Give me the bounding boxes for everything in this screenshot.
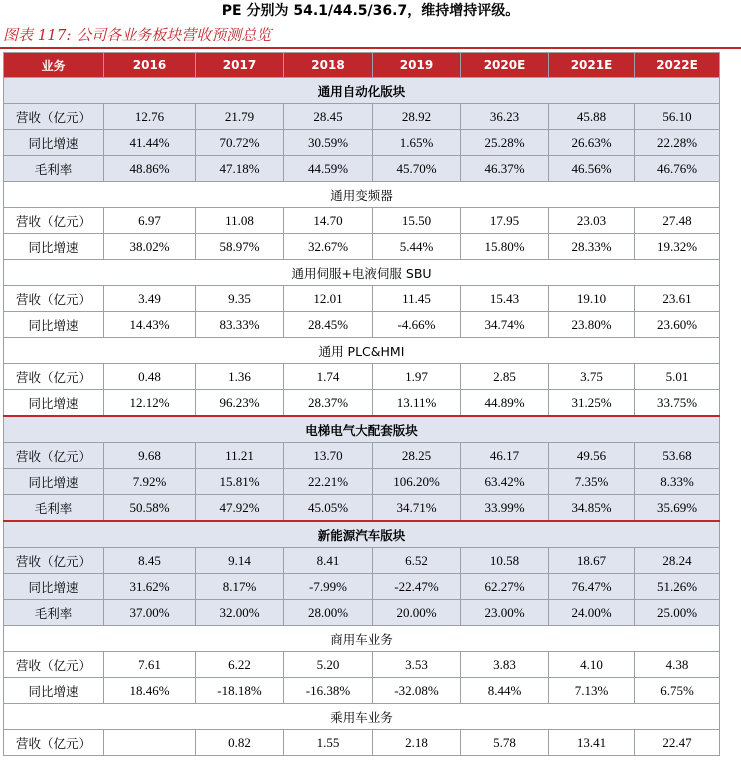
table-cell: 2.85 xyxy=(461,364,549,390)
section-title: 新能源汽车版块 xyxy=(4,521,720,548)
table-cell: 23.03 xyxy=(549,208,635,234)
table-cell: 28.37% xyxy=(284,390,373,417)
table-cell: 33.75% xyxy=(635,390,720,417)
table-cell: 11.45 xyxy=(373,286,461,312)
table-cell: 44.59% xyxy=(284,156,373,182)
table-cell: 19.32% xyxy=(635,234,720,260)
row-label: 同比增速 xyxy=(4,312,104,338)
table-row xyxy=(4,495,720,522)
table-cell: 1.36 xyxy=(196,364,284,390)
table-row xyxy=(4,730,720,756)
table-cell: 1.97 xyxy=(373,364,461,390)
table-cell: 44.89% xyxy=(461,390,549,417)
table-cell: 49.56 xyxy=(549,443,635,469)
column-header: 业务 xyxy=(4,53,104,78)
table-cell: 17.95 xyxy=(461,208,549,234)
column-header: 2020E xyxy=(461,53,549,78)
table-cell: 25.28% xyxy=(461,130,549,156)
table-cell: 8.45 xyxy=(104,548,196,574)
table-cell: 56.10 xyxy=(635,104,720,130)
table-cell: 5.01 xyxy=(635,364,720,390)
table-cell: 38.02% xyxy=(104,234,196,260)
table-row xyxy=(4,469,720,495)
section-title: 通用伺服+电液伺服 SBU xyxy=(4,260,720,286)
table-cell: 20.00% xyxy=(373,600,461,626)
section-title: 通用自动化版块 xyxy=(4,78,720,104)
table-cell: 13.11% xyxy=(373,390,461,417)
table-cell: 22.21% xyxy=(284,469,373,495)
table-cell: 7.13% xyxy=(549,678,635,704)
figure-title: 图表 117: 公司各业务板块营收预测总览 xyxy=(3,26,272,44)
table-cell: 8.33% xyxy=(635,469,720,495)
table-cell: 0.48 xyxy=(104,364,196,390)
table-cell: 21.79 xyxy=(196,104,284,130)
table-cell: 46.17 xyxy=(461,443,549,469)
table-cell: 70.72% xyxy=(196,130,284,156)
table-row xyxy=(4,234,720,260)
row-label: 毛利率 xyxy=(4,600,104,626)
table-cell: 18.67 xyxy=(549,548,635,574)
table-row xyxy=(4,130,720,156)
table-row xyxy=(4,390,720,417)
table-cell: 106.20% xyxy=(373,469,461,495)
section-header-row xyxy=(4,626,720,652)
table-cell: 11.21 xyxy=(196,443,284,469)
table-cell: 23.61 xyxy=(635,286,720,312)
table-cell: 14.43% xyxy=(104,312,196,338)
table-cell: 7.92% xyxy=(104,469,196,495)
column-header: 2016 xyxy=(104,53,196,78)
table-cell: 26.63% xyxy=(549,130,635,156)
table-cell: 53.68 xyxy=(635,443,720,469)
header-line: PE 分别为 54.1/44.5/36.7，维持增持评级。 xyxy=(221,3,520,19)
row-label: 营收（亿元） xyxy=(4,286,104,312)
table-row xyxy=(4,443,720,469)
table-cell: 4.38 xyxy=(635,652,720,678)
table-cell: 34.85% xyxy=(549,495,635,522)
table-cell: -18.18% xyxy=(196,678,284,704)
table-cell: -4.66% xyxy=(373,312,461,338)
table-cell: -22.47% xyxy=(373,574,461,600)
table-cell: 24.00% xyxy=(549,600,635,626)
table-cell: 15.80% xyxy=(461,234,549,260)
column-header: 2021E xyxy=(549,53,635,78)
table-cell: 8.44% xyxy=(461,678,549,704)
table-cell: 30.59% xyxy=(284,130,373,156)
table-cell: 35.69% xyxy=(635,495,720,522)
table-cell: 4.10 xyxy=(549,652,635,678)
section-header-row xyxy=(4,416,720,443)
table-cell: 5.20 xyxy=(284,652,373,678)
table-cell: 96.23% xyxy=(196,390,284,417)
table-cell: 37.00% xyxy=(104,600,196,626)
table-cell: 1.65% xyxy=(373,130,461,156)
row-label: 同比增速 xyxy=(4,234,104,260)
table-cell: 23.60% xyxy=(635,312,720,338)
table-cell: 19.10 xyxy=(549,286,635,312)
row-label: 同比增速 xyxy=(4,574,104,600)
table-row xyxy=(4,208,720,234)
table-cell: 46.56% xyxy=(549,156,635,182)
table-body xyxy=(4,78,720,756)
table-row xyxy=(4,104,720,130)
table-cell: -32.08% xyxy=(373,678,461,704)
table-cell: 3.75 xyxy=(549,364,635,390)
table-cell: 62.27% xyxy=(461,574,549,600)
table-cell: 6.22 xyxy=(196,652,284,678)
table-cell: 28.92 xyxy=(373,104,461,130)
table-cell: 27.48 xyxy=(635,208,720,234)
table-cell: 23.80% xyxy=(549,312,635,338)
section-title: 乘用车业务 xyxy=(4,704,720,730)
row-label: 营收（亿元） xyxy=(4,364,104,390)
table-cell: 23.00% xyxy=(461,600,549,626)
table-cell: 32.67% xyxy=(284,234,373,260)
row-label: 同比增速 xyxy=(4,678,104,704)
section-title: 通用 PLC&HMI xyxy=(4,338,720,364)
table-cell: 31.25% xyxy=(549,390,635,417)
table-cell: 28.00% xyxy=(284,600,373,626)
table-header-row xyxy=(4,53,720,78)
table-cell: 5.78 xyxy=(461,730,549,756)
section-title: 商用车业务 xyxy=(4,626,720,652)
table-cell: 41.44% xyxy=(104,130,196,156)
table-cell: 1.74 xyxy=(284,364,373,390)
table-cell: 45.70% xyxy=(373,156,461,182)
table-cell: 32.00% xyxy=(196,600,284,626)
row-label: 毛利率 xyxy=(4,495,104,522)
table-cell: 45.05% xyxy=(284,495,373,522)
table-cell: 28.33% xyxy=(549,234,635,260)
table-cell: 3.49 xyxy=(104,286,196,312)
table-cell: 14.70 xyxy=(284,208,373,234)
table-cell: 3.53 xyxy=(373,652,461,678)
table-cell: 13.41 xyxy=(549,730,635,756)
table-cell: 76.47% xyxy=(549,574,635,600)
section-title: 电梯电气大配套版块 xyxy=(4,416,720,443)
table-cell: -7.99% xyxy=(284,574,373,600)
table-cell: 8.41 xyxy=(284,548,373,574)
table-cell: 13.70 xyxy=(284,443,373,469)
section-header-row xyxy=(4,260,720,286)
table-cell: 34.74% xyxy=(461,312,549,338)
table-cell: 6.97 xyxy=(104,208,196,234)
row-label: 营收（亿元） xyxy=(4,104,104,130)
section-header-row xyxy=(4,704,720,730)
table-cell: 12.76 xyxy=(104,104,196,130)
table-cell: 1.55 xyxy=(284,730,373,756)
table-cell: 22.28% xyxy=(635,130,720,156)
table-cell: 47.92% xyxy=(196,495,284,522)
table-cell: 12.12% xyxy=(104,390,196,417)
table-cell: -16.38% xyxy=(284,678,373,704)
table-cell: 46.37% xyxy=(461,156,549,182)
table-cell: 25.00% xyxy=(635,600,720,626)
table-cell: 15.50 xyxy=(373,208,461,234)
table-cell: 31.62% xyxy=(104,574,196,600)
column-header: 2019 xyxy=(373,53,461,78)
table-cell: 18.46% xyxy=(104,678,196,704)
table-cell: 2.18 xyxy=(373,730,461,756)
row-label: 营收（亿元） xyxy=(4,652,104,678)
table-cell: 50.58% xyxy=(104,495,196,522)
table-cell: 28.45% xyxy=(284,312,373,338)
table-row xyxy=(4,678,720,704)
table-row xyxy=(4,548,720,574)
table-cell: 47.18% xyxy=(196,156,284,182)
table-row xyxy=(4,312,720,338)
table-cell: 3.83 xyxy=(461,652,549,678)
section-header-row xyxy=(4,521,720,548)
table-cell: 28.25 xyxy=(373,443,461,469)
column-header: 2018 xyxy=(284,53,373,78)
table-row xyxy=(4,574,720,600)
table-cell: 83.33% xyxy=(196,312,284,338)
table-cell: 11.08 xyxy=(196,208,284,234)
table-cell: 9.68 xyxy=(104,443,196,469)
table-row xyxy=(4,286,720,312)
table-cell: 36.23 xyxy=(461,104,549,130)
table-cell: 48.86% xyxy=(104,156,196,182)
table-cell: 28.45 xyxy=(284,104,373,130)
row-label: 同比增速 xyxy=(4,130,104,156)
table-cell: 15.81% xyxy=(196,469,284,495)
table-row xyxy=(4,156,720,182)
table-cell: 34.71% xyxy=(373,495,461,522)
table-cell: 6.52 xyxy=(373,548,461,574)
table-cell: 9.14 xyxy=(196,548,284,574)
table-cell: 12.01 xyxy=(284,286,373,312)
table-row xyxy=(4,364,720,390)
table-row xyxy=(4,600,720,626)
table-cell: 7.35% xyxy=(549,469,635,495)
row-label: 同比增速 xyxy=(4,469,104,495)
section-header-row xyxy=(4,338,720,364)
table-cell: 9.35 xyxy=(196,286,284,312)
row-label: 同比增速 xyxy=(4,390,104,417)
table-cell: 46.76% xyxy=(635,156,720,182)
table-cell: 7.61 xyxy=(104,652,196,678)
table-cell: 22.47 xyxy=(635,730,720,756)
table-cell: 6.75% xyxy=(635,678,720,704)
table-cell: 0.82 xyxy=(196,730,284,756)
table-cell: 10.58 xyxy=(461,548,549,574)
row-label: 营收（亿元） xyxy=(4,443,104,469)
row-label: 营收（亿元） xyxy=(4,208,104,234)
section-title: 通用变频器 xyxy=(4,182,720,208)
row-label: 营收（亿元） xyxy=(4,548,104,574)
row-label: 营收（亿元） xyxy=(4,730,104,756)
table-cell: 28.24 xyxy=(635,548,720,574)
section-header-row xyxy=(4,78,720,104)
title-divider xyxy=(0,47,741,49)
forecast-table xyxy=(3,52,720,756)
table-cell: 63.42% xyxy=(461,469,549,495)
table-cell: 45.88 xyxy=(549,104,635,130)
table-row xyxy=(4,652,720,678)
table-cell: 58.97% xyxy=(196,234,284,260)
column-header: 2017 xyxy=(196,53,284,78)
row-label: 毛利率 xyxy=(4,156,104,182)
section-header-row xyxy=(4,182,720,208)
table-cell xyxy=(104,730,196,756)
table-cell: 8.17% xyxy=(196,574,284,600)
table-cell: 51.26% xyxy=(635,574,720,600)
table-cell: 15.43 xyxy=(461,286,549,312)
column-header: 2022E xyxy=(635,53,720,78)
table-cell: 33.99% xyxy=(461,495,549,522)
table-cell: 5.44% xyxy=(373,234,461,260)
